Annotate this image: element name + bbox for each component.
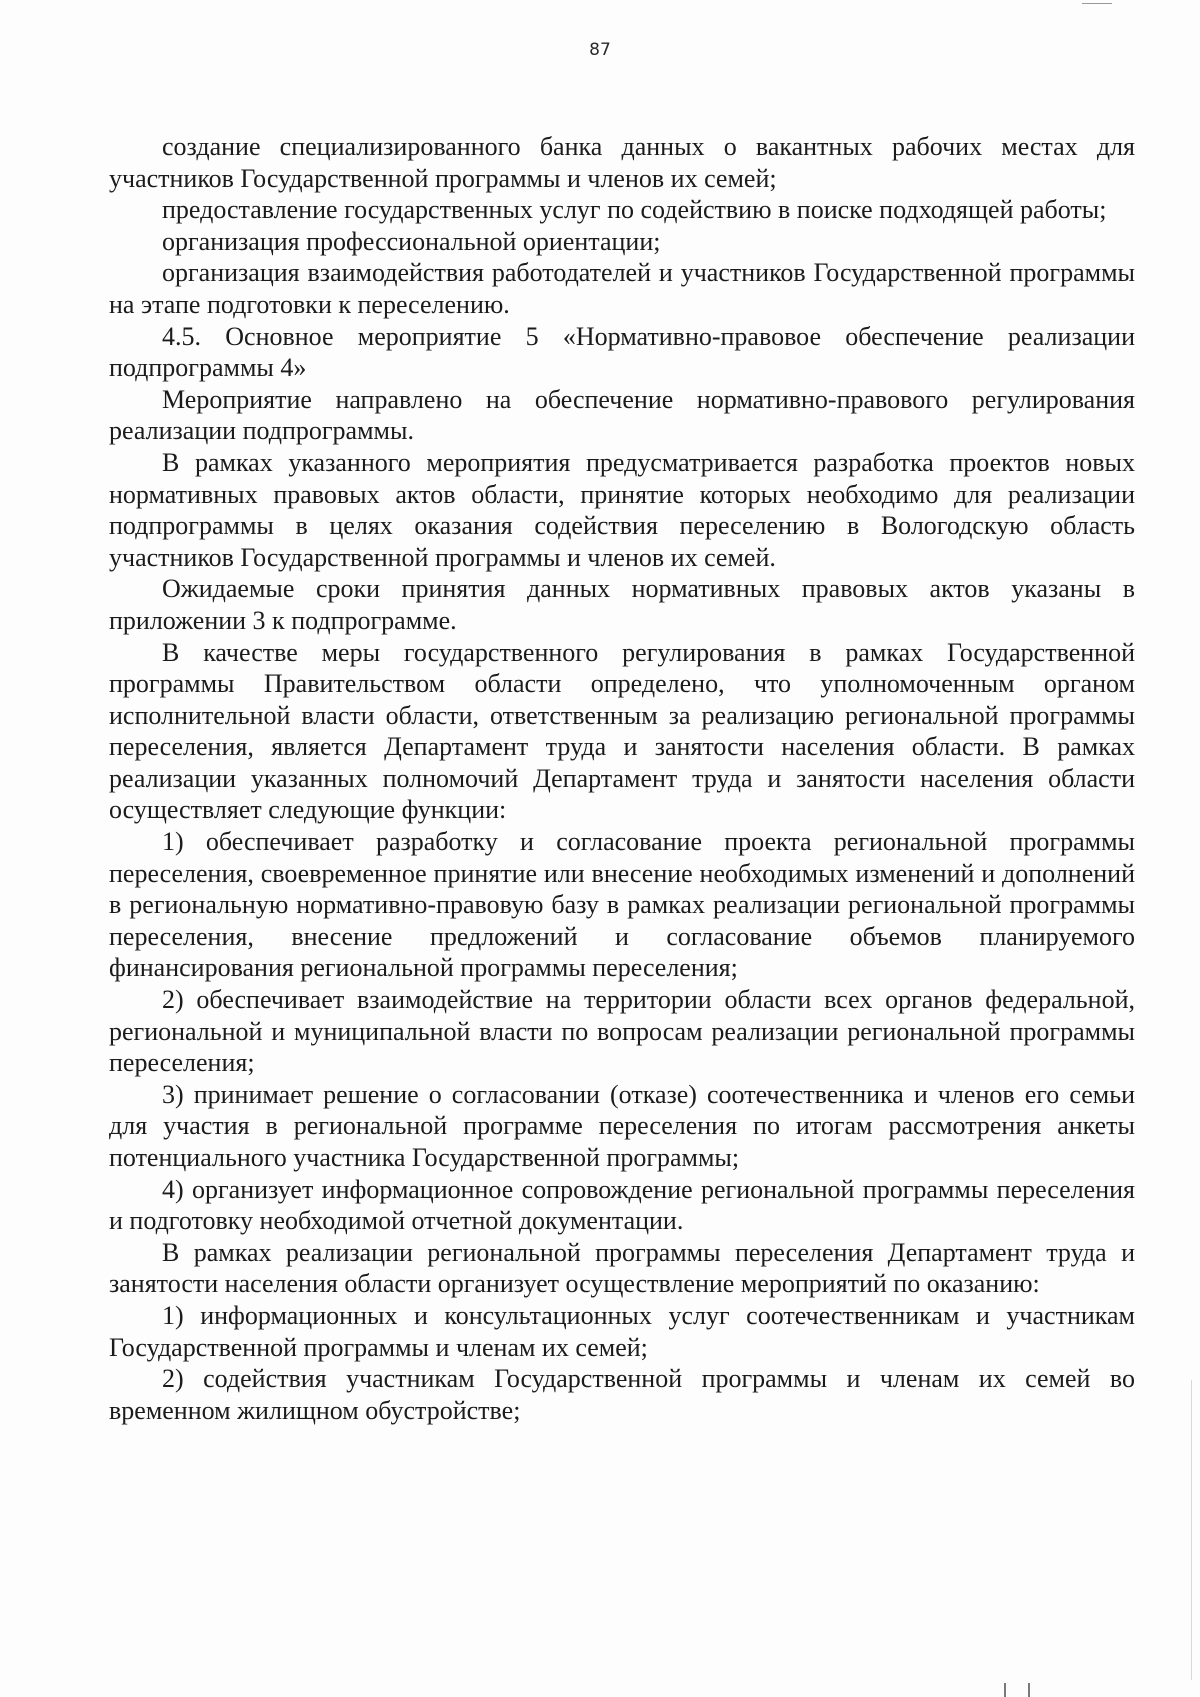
body-text bbox=[109, 131, 1135, 1426]
list-item-function-2: 2) обеспечивает взаимодействие на территории области всех органов федеральной, региональной и муниципальной власти по вопросам реализации региональной программы переселения; bbox=[109, 985, 1135, 1078]
list-item-function-1: 1) обеспечивает разработку и согласование проекта региональной программы переселения, своевременное принятие или внесение необходимых изменений и дополнений в региональную нормативно-правовую базу в рамках реализации региональной программы переселения, внесение предложений и согласование объемов планируемого финансирования региональной программы переселения; bbox=[109, 827, 1135, 983]
paragraph-measure-purpose: Мероприятие направлено на обеспечение нормативно-правового регулирования реализации подпрограммы. bbox=[109, 384, 1135, 446]
list-item-function-3: 3) принимает решение о согласовании (отказе) соотечественника и членов его семьи для участия в региональной программе переселения по итогам рассмотрения анкеты потенциального участника Государственной программы; bbox=[109, 1079, 1135, 1172]
list-item-function-4: 4) организует информационное сопровождение региональной программы переселения и подготовку необходимой отчетной документации. bbox=[109, 1174, 1135, 1236]
paragraph-expected-dates: Ожидаемые сроки принятия данных нормативных правовых актов указаны в приложении 3 к подпрограмме. bbox=[109, 574, 1135, 635]
paragraph-measures-intro: В рамках реализации региональной программы переселения Департамент труда и занятости населения области организует осуществление мероприятий по оказанию: bbox=[109, 1237, 1135, 1299]
scan-mark-bottom bbox=[1004, 1683, 1030, 1697]
paragraph-draft-acts: В рамках указанного мероприятия предусматривается разработка проектов новых нормативных правовых актов области, принятие которых необходимо для реализации подпрограммы в целях оказания содействия переселению в Вологодскую область участников Государственной программы и членов их семей. bbox=[109, 447, 1135, 572]
paragraph-employer-interaction: организация взаимодействия работодателей и участников Государственной программы на этапе подготовки к переселению. bbox=[109, 258, 1135, 319]
scan-mark-top bbox=[1082, 0, 1112, 4]
paragraph-job-search-services: предоставление государственных услуг по содействию в поиске подходящей работы; bbox=[162, 195, 1107, 225]
paragraph-career-guidance: организация профессиональной ориентации; bbox=[162, 226, 661, 256]
paragraph-bank-of-vacancies: создание специализированного банка данных о вакантных рабочих местах для участников Государственной программы и членов их семей; bbox=[109, 132, 1135, 193]
page-number: 87 bbox=[589, 40, 611, 60]
scan-edge-line bbox=[1191, 1380, 1192, 1680]
section-heading-4-5: 4.5. Основное мероприятие 5 «Нормативно-правовое обеспечение реализации подпрограммы 4» bbox=[109, 321, 1135, 383]
list-item-service-2: 2) содействия участникам Государственной программы и членам их семей во временном жилищном обустройстве; bbox=[109, 1364, 1135, 1425]
paragraph-authorized-body: В качестве меры государственного регулирования в рамках Государственной программы Правительством области определено, что уполномоченным органом исполнительной власти области, ответственным за реализацию региональной программы переселения, является Департамент труда и занятости населения области. В рамках реализации указанных полномочий Департамент труда и занятости населения области осуществляет следующие функции: bbox=[109, 637, 1135, 825]
list-item-service-1: 1) информационных и консультационных услуг соотечественникам и участникам Государственной программы и членам их семей; bbox=[109, 1300, 1135, 1362]
